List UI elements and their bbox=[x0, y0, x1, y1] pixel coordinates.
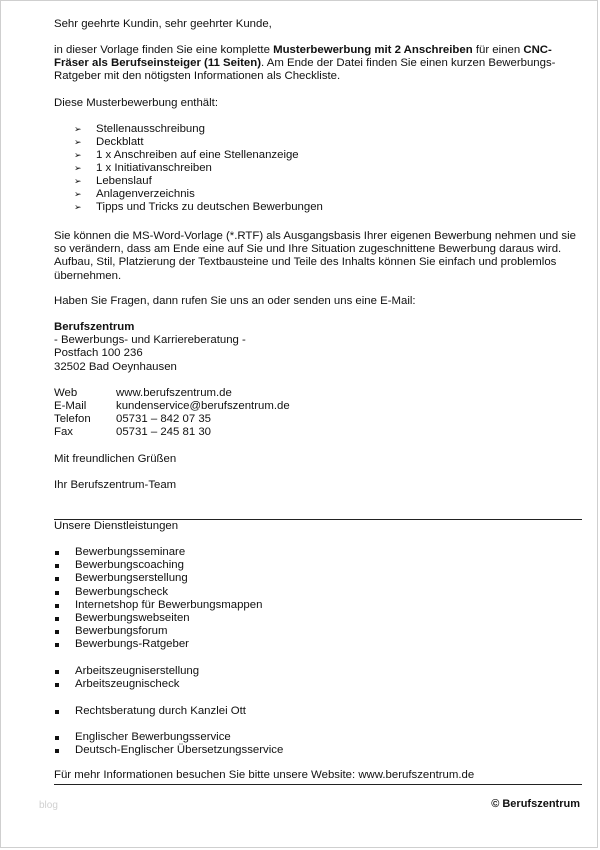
list-item bbox=[54, 175, 323, 188]
service-item-text: Deutsch-Englischer Übersetzungsservice bbox=[75, 744, 284, 757]
service-item-text: Bewerbungswebseiten bbox=[75, 611, 190, 624]
list-item bbox=[54, 599, 262, 612]
services-list-recht bbox=[54, 705, 246, 718]
service-item-text: Bewerbungsforum bbox=[75, 625, 168, 638]
list-item-text: 1 x Anschreiben auf eine Stellenanzeige bbox=[96, 149, 299, 161]
intro-bold-job: CNC-Fräser als Berufseinsteiger (11 Seiten) bbox=[54, 44, 552, 70]
copyright-footer: © Berufszentrum bbox=[491, 798, 580, 810]
email-link[interactable]: kundenservice@berufszentrum.de bbox=[116, 400, 290, 412]
list-item bbox=[54, 638, 262, 651]
service-item-text: Internetshop für Bewerbungsmappen bbox=[75, 598, 263, 611]
square-bullet-icon bbox=[55, 591, 59, 595]
city: 32502 Bad Oeynhausen bbox=[54, 360, 177, 373]
square-bullet-icon bbox=[55, 617, 59, 621]
contact-row-phone bbox=[54, 413, 290, 426]
list-item bbox=[54, 136, 323, 149]
fax-number: 05731 – 245 81 30 bbox=[116, 426, 212, 438]
service-item-text: Bewerbungscheck bbox=[75, 585, 169, 598]
services-heading: Unsere Dienstleistungen bbox=[54, 520, 179, 532]
company-subtitle: - Bewerbungs- und Karriereberatung - bbox=[54, 334, 246, 347]
arrow-bullet-icon: ➢ bbox=[74, 176, 82, 186]
square-bullet-icon bbox=[55, 564, 59, 568]
list-item-text: Anlagenverzeichnis bbox=[96, 188, 195, 200]
list-item bbox=[54, 149, 323, 162]
greeting: Sehr geehrte Kundin, sehr geehrter Kunde, bbox=[54, 18, 272, 30]
service-item-text: Bewerbungscoaching bbox=[75, 559, 184, 572]
closing-regards: Mit freundlichen Grüßen bbox=[54, 453, 177, 465]
intro-paragraph bbox=[54, 44, 574, 84]
usage-paragraph: Sie können die MS-Word-Vorlage (*.RTF) als Ausgangsbasis Ihrer eigenen Bewerbung nehmen und sie so verändern, dass am Ende eine auf Sie und Ihre Situation zugeschnittene Bewerbung daraus wird. Aufbau, Stil, Platzierung der Textbausteine und Teile des Inhalts können Sie einfach und problemlos übernehmen. bbox=[54, 230, 576, 282]
list-item bbox=[54, 188, 323, 201]
contents-heading: Diese Musterbewerbung enthält: bbox=[54, 97, 218, 109]
list-item bbox=[54, 731, 283, 744]
services-list-arbeitszeugnis bbox=[54, 665, 199, 691]
square-bullet-icon bbox=[55, 710, 59, 714]
service-item-text: Bewerbungs-Ratgeber bbox=[75, 638, 189, 651]
list-item bbox=[54, 744, 283, 757]
contact-label: Fax bbox=[54, 426, 73, 438]
service-item-text: Arbeitszeugniserstellung bbox=[75, 665, 200, 677]
square-bullet-icon bbox=[55, 630, 59, 634]
square-bullet-icon bbox=[55, 551, 59, 555]
more-info-line: Für mehr Informationen besuchen Sie bitte unsere Website: www.berufszentrum.de bbox=[54, 769, 475, 781]
square-bullet-icon bbox=[55, 736, 59, 740]
intro-text-c: . Am Ende der Datei finden Sie einen kurzen Bewerbungs-Ratgeber mit den nötigsten Informationen als Checkliste. bbox=[54, 57, 556, 83]
signature-team: Ihr Berufszentrum-Team bbox=[54, 479, 177, 491]
service-item-text: Rechtsberatung durch Kanzlei Ott bbox=[75, 705, 246, 717]
list-item bbox=[54, 625, 262, 638]
divider-bottom bbox=[54, 784, 582, 785]
square-bullet-icon bbox=[55, 577, 59, 581]
watermark-text: blog bbox=[39, 800, 58, 811]
service-item-text: Arbeitszeugnischeck bbox=[75, 678, 180, 691]
list-item-text: Stellenausschreibung bbox=[96, 123, 205, 135]
list-item bbox=[54, 546, 262, 559]
list-item bbox=[54, 612, 262, 625]
services-list-englisch bbox=[54, 731, 283, 757]
arrow-bullet-icon: ➢ bbox=[74, 124, 82, 134]
contact-row-fax bbox=[54, 426, 290, 439]
questions-line: Haben Sie Fragen, dann rufen Sie uns an oder senden uns eine E-Mail: bbox=[54, 295, 416, 307]
intro-bold-product: Musterbewerbung mit 2 Anschreiben bbox=[273, 44, 473, 56]
list-item bbox=[54, 559, 262, 572]
website-link[interactable]: www.berufszentrum.de bbox=[116, 387, 232, 399]
square-bullet-icon bbox=[55, 670, 59, 674]
list-item-text: 1 x Initiativanschreiben bbox=[96, 162, 212, 174]
list-item-text: Lebenslauf bbox=[96, 175, 152, 187]
list-item-text: Deckblatt bbox=[96, 136, 144, 148]
arrow-bullet-icon: ➢ bbox=[74, 150, 82, 160]
list-item bbox=[54, 123, 323, 136]
contact-label: Telefon bbox=[54, 413, 91, 425]
square-bullet-icon bbox=[55, 604, 59, 608]
square-bullet-icon bbox=[55, 749, 59, 753]
company-name: Berufszentrum bbox=[54, 321, 135, 333]
intro-text-b: für einen bbox=[472, 44, 524, 56]
list-item bbox=[54, 586, 262, 599]
square-bullet-icon bbox=[55, 643, 59, 647]
arrow-bullet-icon: ➢ bbox=[74, 189, 82, 199]
service-item-text: Bewerbungsseminare bbox=[75, 546, 186, 558]
arrow-bullet-icon: ➢ bbox=[74, 202, 82, 212]
list-item bbox=[54, 201, 323, 214]
contact-label: Web bbox=[54, 387, 78, 399]
phone-number: 05731 – 842 07 35 bbox=[116, 413, 212, 425]
list-item bbox=[54, 572, 262, 585]
list-item bbox=[54, 665, 199, 678]
square-bullet-icon bbox=[55, 683, 59, 687]
service-item-text: Englischer Bewerbungsservice bbox=[75, 731, 231, 743]
list-item bbox=[54, 162, 323, 175]
contact-label: E-Mail bbox=[54, 400, 87, 412]
arrow-bullet-icon: ➢ bbox=[74, 137, 82, 147]
list-item-text: Tipps und Tricks zu deutschen Bewerbungen bbox=[96, 201, 323, 213]
list-item bbox=[54, 678, 199, 691]
contact-block bbox=[54, 387, 290, 439]
list-item bbox=[54, 705, 246, 718]
postbox: Postfach 100 236 bbox=[54, 347, 143, 360]
company-address bbox=[54, 321, 246, 374]
contents-list bbox=[54, 123, 323, 214]
intro-text-a: in dieser Vorlage finden Sie eine komplette bbox=[54, 44, 274, 56]
service-item-text: Bewerbungserstellung bbox=[75, 572, 188, 585]
contact-row-email bbox=[54, 400, 290, 413]
arrow-bullet-icon: ➢ bbox=[74, 163, 82, 173]
services-list-bewerbung bbox=[54, 546, 262, 652]
contact-row-web bbox=[54, 387, 290, 400]
